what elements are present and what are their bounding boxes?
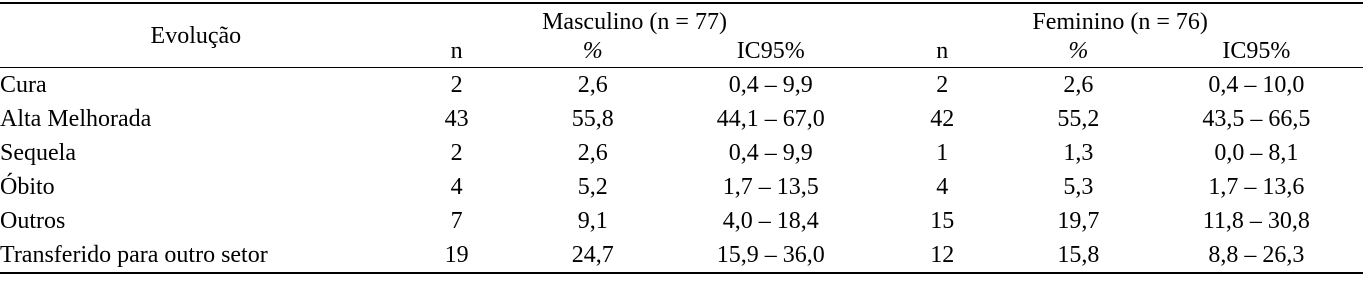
column-header-f-n: n	[936, 37, 949, 64]
column-header-m-n: n	[450, 37, 463, 64]
cell-f-n: 2	[936, 72, 949, 98]
cell-m-ic: 4,0 – 18,4	[722, 208, 819, 234]
group-header-feminino: Feminino (n = 76)	[1032, 9, 1208, 35]
group-header-masculino: Masculino (n = 77)	[542, 9, 727, 35]
cell-f-n: 15	[930, 208, 955, 234]
cell-f-n: 12	[930, 242, 955, 268]
table-row	[0, 204, 1363, 238]
cell-m-n: 19	[444, 242, 469, 268]
cell-f-pct: 15,8	[1057, 242, 1100, 268]
cell-m-ic: 1,7 – 13,5	[722, 174, 819, 200]
cell-m-n: 4	[450, 174, 463, 200]
cell-f-ic: 1,7 – 13,6	[1208, 174, 1305, 200]
cell-m-n: 7	[450, 208, 463, 234]
cell-m-pct: 2,6	[577, 140, 608, 166]
cell-m-pct: 24,7	[571, 242, 614, 268]
row-label: Cura	[0, 72, 47, 98]
header-row-groups	[0, 3, 1363, 34]
cell-f-pct: 19,7	[1057, 208, 1100, 234]
cell-m-pct: 55,8	[571, 106, 614, 132]
cell-m-ic: 0,4 – 9,9	[728, 140, 813, 166]
cell-f-ic: 8,8 – 26,3	[1208, 242, 1305, 268]
cell-f-ic: 43,5 – 66,5	[1202, 106, 1311, 132]
cell-f-n: 4	[936, 174, 949, 200]
cell-m-ic: 0,4 – 9,9	[728, 72, 813, 98]
row-label: Sequela	[0, 140, 76, 166]
table-row	[0, 136, 1363, 170]
cell-f-ic: 0,4 – 10,0	[1208, 72, 1305, 98]
row-label: Transferido para outro setor	[0, 242, 268, 268]
cell-m-n: 43	[444, 106, 469, 132]
cell-f-n: 1	[936, 140, 949, 166]
cell-m-pct: 2,6	[577, 72, 608, 98]
cell-f-pct: 2,6	[1063, 72, 1094, 98]
cell-m-ic: 44,1 – 67,0	[716, 106, 825, 132]
column-header-f-ic: IC95%	[1222, 37, 1291, 64]
cell-m-n: 2	[450, 72, 463, 98]
cell-m-pct: 9,1	[577, 208, 608, 234]
column-header-f-pct: %	[1068, 37, 1089, 64]
cell-f-n: 42	[930, 106, 955, 132]
evolution-table	[0, 2, 1363, 274]
cell-m-ic: 15,9 – 36,0	[716, 242, 825, 268]
table-row	[0, 238, 1363, 273]
cell-f-pct: 1,3	[1063, 140, 1094, 166]
cell-m-n: 2	[450, 140, 463, 166]
table-row	[0, 170, 1363, 204]
cell-f-pct: 55,2	[1057, 106, 1100, 132]
table-row	[0, 102, 1363, 136]
column-header-m-pct: %	[582, 37, 603, 64]
cell-f-pct: 5,3	[1063, 174, 1094, 200]
cell-f-ic: 11,8 – 30,8	[1202, 208, 1310, 234]
row-label: Outros	[0, 208, 66, 234]
table-row	[0, 68, 1363, 103]
row-label-header: Evolução	[150, 22, 242, 49]
row-label: Alta Melhorada	[0, 106, 152, 132]
row-label: Óbito	[0, 174, 55, 200]
column-header-m-ic: IC95%	[736, 37, 805, 64]
cell-f-ic: 0,0 – 8,1	[1214, 140, 1299, 166]
cell-m-pct: 5,2	[577, 174, 608, 200]
